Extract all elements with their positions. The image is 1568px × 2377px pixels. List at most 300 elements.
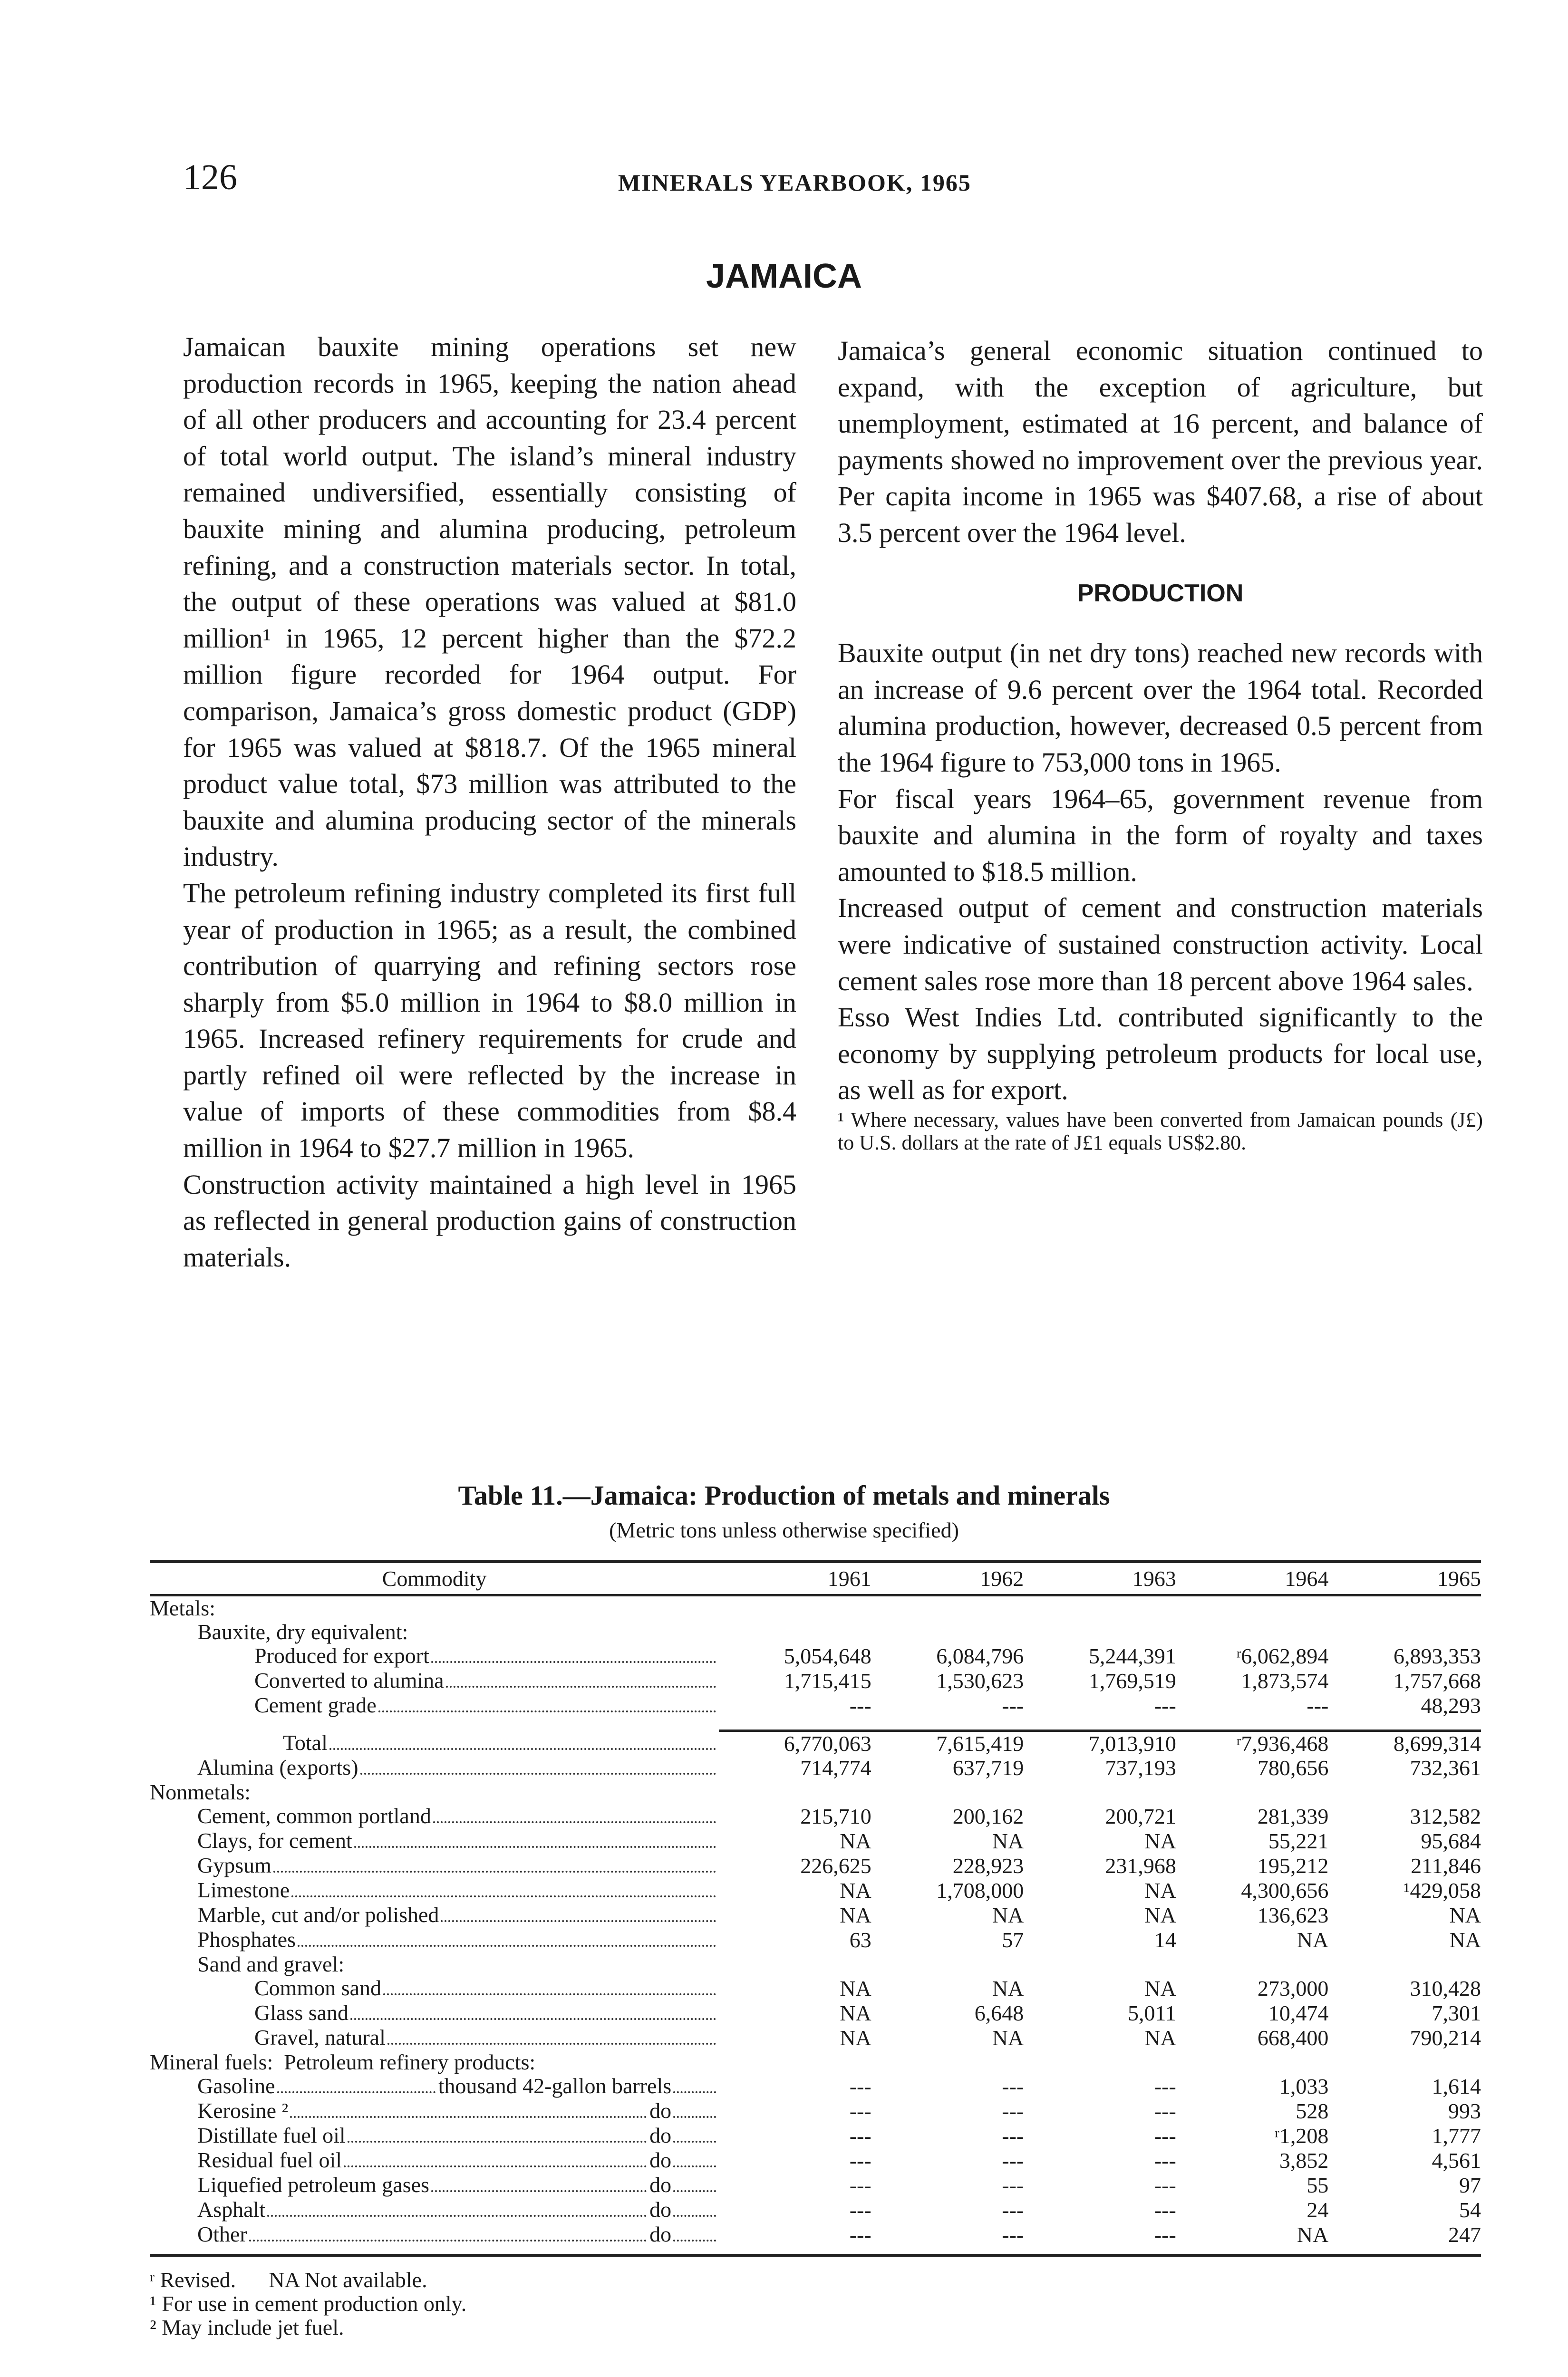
value-cell: 215,710 — [800, 1804, 871, 1828]
dot-leader — [673, 2091, 716, 2093]
footnote: ¹ Where necessary, values have been converted from Jamaican pounds (J£) to U.S. dollars at the rate of J£1 equals US$2.80. — [838, 1108, 1483, 1154]
commodity-name: Asphalt — [197, 2197, 266, 2222]
value-cell — [871, 1620, 1024, 1644]
column-header-year: 1962 — [871, 1562, 1024, 1595]
value-cell — [871, 2050, 1024, 2074]
page-number: 126 — [183, 157, 237, 197]
value-cell — [1176, 1952, 1329, 1976]
value-cell: 24 — [1307, 2198, 1329, 2222]
commodity-name: Produced for export — [254, 1643, 429, 1668]
row-label-cell — [150, 2026, 719, 2050]
dot-leader — [446, 1686, 716, 1688]
dot-leader — [431, 2190, 647, 2192]
dot-leader — [673, 2116, 716, 2118]
value-cell: 6,770,063 — [719, 1731, 871, 1756]
value-cell: NA — [992, 1903, 1024, 1927]
value-cell: NA — [840, 2026, 871, 2050]
value-cell: --- — [849, 2222, 871, 2247]
value-cell: --- — [849, 2148, 871, 2173]
commodity-name: Clays, for cement — [197, 1828, 352, 1853]
dot-leader — [249, 2240, 647, 2242]
paragraph: Construction activity maintained a high level in 1965 as reflected in general production gains of construction materials. — [183, 1169, 796, 1273]
row-label — [150, 1620, 719, 1644]
value-cell: 528 — [1296, 2099, 1329, 2123]
commodity-name: Gravel, natural — [254, 2025, 386, 2049]
table-row — [150, 1693, 1481, 1718]
value-cell: NA — [1297, 1928, 1329, 1952]
value-cell — [1176, 2050, 1329, 2074]
row-label-cell — [150, 1878, 719, 1903]
value-cell: NA — [1144, 1829, 1176, 1853]
value-cell: --- — [1154, 2198, 1176, 2222]
paragraph: The petroleum refining industry completed its first full year of production in 1965; as a result, the combined contribution of quarrying and refining sectors rose sharply from $5.0 million in 1964 to $8.0 million in 1965. Increased refinery requirements for crude and partly refined oil were reflected by the increase in value of imports of these commodities from $8.4 million in 1964 to $27.7 million in 1965. — [183, 877, 796, 1164]
dot-leader — [387, 2043, 716, 2045]
commodity-name: Converted to alumina — [254, 1668, 444, 1692]
table-row — [150, 1804, 1481, 1829]
row-label-cell — [150, 2099, 719, 2124]
commodity-name: Cement, common portland — [197, 1804, 431, 1828]
value-cell: NA — [1449, 1903, 1481, 1927]
value-cell: 6,648 — [974, 2001, 1024, 2025]
value-cell: NA — [840, 1976, 871, 2000]
table-note: ¹ For use in cement production only. — [150, 2291, 467, 2316]
table-row — [150, 1780, 1481, 1804]
dot-leader — [431, 1661, 716, 1663]
table-row — [150, 1903, 1481, 1928]
row-label-cell — [150, 2198, 719, 2222]
row-label — [150, 1644, 719, 1669]
value-cell: ʳ1,208 — [1274, 2124, 1329, 2148]
row-label — [150, 2222, 719, 2247]
value-cell: --- — [1154, 2124, 1176, 2148]
value-cell: 4,561 — [1432, 2148, 1481, 2173]
value-cell: 226,625 — [800, 1854, 871, 1878]
value-cell — [719, 2050, 871, 2074]
column-header-year: 1964 — [1176, 1562, 1329, 1595]
dot-leader — [273, 1871, 716, 1873]
row-label — [150, 1928, 719, 1952]
row-label — [150, 1596, 719, 1620]
unit-label: do — [649, 2222, 672, 2246]
value-cell: 668,400 — [1257, 2026, 1329, 2050]
value-cell — [1176, 1595, 1329, 1621]
table-row — [150, 1644, 1481, 1669]
value-cell: --- — [1154, 2148, 1176, 2173]
value-cell: 1,769,519 — [1088, 1669, 1176, 1693]
dot-leader — [329, 1748, 716, 1750]
value-cell: --- — [849, 2074, 871, 2098]
value-cell: NA — [992, 2026, 1024, 2050]
value-cell — [1328, 1595, 1481, 1621]
commodity-name: Gasoline — [197, 2074, 275, 2098]
row-label — [150, 2198, 719, 2222]
table-row — [150, 2173, 1481, 2198]
dot-leader — [267, 2215, 647, 2217]
value-cell: 1,530,623 — [936, 1669, 1024, 1693]
value-cell: --- — [1002, 2124, 1024, 2148]
value-cell — [871, 1595, 1024, 1621]
table-row — [150, 1669, 1481, 1693]
paragraph: Jamaica’s general economic situation continued to expand, with the exception of agriculture, but unemployment, estimated at 16 percent, and balance of payments showed no improvement over the previous year. Per capita income in 1965 was $407.68, a rise of about 3.5 percent over the 1964 level. — [838, 335, 1483, 548]
commodity-name: Mineral fuels: Petroleum refinery products: — [150, 2050, 536, 2074]
paragraph: Bauxite output (in net dry tons) reached new records with an increase of 9.6 percent over the 1964 total. Recorded alumina production, however, decreased 0.5 percent from the 1964 figure to 753,000 tons in 1965. — [838, 638, 1483, 778]
row-label — [150, 1731, 719, 1756]
row-label — [150, 2099, 719, 2124]
value-cell: 63 — [849, 1928, 871, 1952]
running-head: MINERALS YEARBOOK, 1965 — [618, 169, 971, 196]
paragraph: Increased output of cement and construction materials were indicative of sustained construction activity. Local cement sales rose more than 18 percent above 1964 sales. — [838, 892, 1483, 996]
value-cell: 780,656 — [1257, 1756, 1329, 1780]
table-row — [150, 2124, 1481, 2148]
unit-label: do — [649, 2173, 672, 2197]
value-cell — [1328, 2050, 1481, 2074]
row-label-cell — [150, 2001, 719, 2026]
page-title: JAMAICA — [706, 257, 862, 295]
value-cell: 10,474 — [1268, 2001, 1329, 2025]
value-cell: 7,013,910 — [1024, 1731, 1176, 1756]
row-label-cell — [150, 2050, 719, 2074]
right-column — [838, 333, 1483, 1154]
row-label — [150, 1878, 719, 1903]
value-cell: 732,361 — [1410, 1756, 1481, 1780]
table-subtitle: (Metric tons unless otherwise specified) — [609, 1518, 959, 1542]
row-label-cell — [150, 2148, 719, 2173]
commodity-name: Other — [197, 2222, 247, 2246]
value-cell: 5,054,648 — [784, 1644, 871, 1668]
paragraph: For fiscal years 1964–65, government revenue from bauxite and alumina in the form of royalty and taxes amounted to $18.5 million. — [838, 783, 1483, 887]
table-row — [150, 1928, 1481, 1952]
section-heading: PRODUCTION — [1077, 579, 1244, 607]
value-cell: --- — [849, 2124, 871, 2148]
dot-leader — [378, 1710, 716, 1712]
commodity-name: Sand and gravel: — [197, 1952, 345, 1976]
table-row — [150, 1976, 1481, 2001]
table-row — [150, 1878, 1481, 1903]
commodity-name: Marble, cut and/or polished — [197, 1903, 439, 1927]
value-cell: NA — [1449, 1928, 1481, 1952]
value-cell — [1024, 1595, 1176, 1621]
value-cell: 211,846 — [1411, 1854, 1481, 1878]
value-cell: 55 — [1307, 2173, 1329, 2197]
value-cell: --- — [1154, 1693, 1176, 1718]
value-cell — [1024, 2050, 1176, 2074]
value-cell: --- — [1154, 2099, 1176, 2123]
value-cell: 97 — [1459, 2173, 1481, 2197]
row-label-cell — [150, 1644, 719, 1669]
row-label — [150, 1780, 719, 1804]
value-cell: --- — [849, 2099, 871, 2123]
value-cell: 200,721 — [1105, 1804, 1176, 1828]
value-cell: --- — [1154, 2222, 1176, 2247]
table-row — [150, 1731, 1481, 1756]
value-cell — [1024, 1620, 1176, 1644]
row-label-cell — [150, 1903, 719, 1928]
dot-leader — [673, 2215, 716, 2217]
commodity-name: Alumina (exports) — [197, 1755, 358, 1779]
row-label-cell — [150, 2222, 719, 2247]
paragraph: Esso West Indies Ltd. contributed significantly to the economy by supplying petroleum products for local use, as well as for export. — [838, 1002, 1483, 1106]
table-row — [150, 2074, 1481, 2099]
dot-leader — [383, 1993, 716, 1995]
value-cell: --- — [1002, 2198, 1024, 2222]
value-cell: 312,582 — [1410, 1804, 1481, 1828]
table-header-row — [150, 1562, 1481, 1595]
value-cell: 1,873,574 — [1241, 1669, 1329, 1693]
row-label — [150, 2148, 719, 2173]
value-cell: --- — [1002, 2074, 1024, 2098]
value-cell — [1328, 1952, 1481, 1976]
value-cell — [1328, 1780, 1481, 1804]
value-cell: --- — [1154, 2173, 1176, 2197]
value-cell: --- — [1002, 2222, 1024, 2247]
value-cell — [1328, 1620, 1481, 1644]
row-label-cell — [150, 1804, 719, 1829]
commodity-name: Limestone — [197, 1878, 290, 1902]
value-cell: NA — [840, 1878, 871, 1903]
value-cell: NA — [1144, 1903, 1176, 1927]
commodity-name: Glass sand — [254, 2000, 349, 2025]
table-row — [150, 2050, 1481, 2074]
value-cell: 231,968 — [1105, 1854, 1176, 1878]
table-note: ʳ Revised. NA Not available. — [150, 2268, 427, 2292]
value-cell: 1,757,668 — [1394, 1669, 1481, 1693]
row-label-cell — [150, 1731, 719, 1756]
row-label — [150, 1804, 719, 1829]
unit-label: do — [649, 2123, 672, 2147]
dot-leader — [291, 1895, 716, 1897]
row-label-cell — [150, 2124, 719, 2148]
table-bottom-rule — [150, 2247, 1481, 2255]
row-label-cell — [150, 1928, 719, 1952]
row-label — [150, 2074, 719, 2099]
row-label-cell — [150, 1976, 719, 2001]
value-cell: 737,193 — [1105, 1756, 1176, 1780]
paragraph: Jamaican bauxite mining operations set new production records in 1965, keeping the nation ahead of all other producers and accounting for 23.4 percent of total world output. The island’s mineral industry remained undiversified, essentially consisting of bauxite mining and alumina producing, petroleum refining, and a construction materials sector. In total, the output of these operations was valued at $81.0 million¹ in 1965, 12 percent higher than the $72.2 million figure recorded for 1964 output. For comparison, Jamaica’s gross domestic product (GDP) for 1965 was valued at $818.7. Of the 1965 mineral product value total, $73 million was attributed to the bauxite and alumina producing sector of the minerals industry. — [183, 331, 796, 872]
dot-leader — [277, 2091, 436, 2093]
row-label — [150, 2124, 719, 2148]
value-cell: --- — [849, 2173, 871, 2197]
value-cell: ¹429,058 — [1403, 1878, 1481, 1903]
commodity-name: Residual fuel oil — [197, 2148, 342, 2172]
value-cell: 1,715,415 — [784, 1669, 871, 1693]
value-cell: 136,623 — [1257, 1903, 1329, 1927]
table-note: ² May include jet fuel. — [150, 2315, 344, 2339]
table-row — [150, 2222, 1481, 2247]
dot-leader — [350, 2018, 716, 2020]
value-cell: 5,244,391 — [1088, 1644, 1176, 1668]
commodity-name: Common sand — [254, 1976, 382, 2000]
unit-label: do — [649, 2098, 672, 2123]
table-row — [150, 1829, 1481, 1854]
value-cell — [1176, 1620, 1329, 1644]
value-cell — [871, 1952, 1024, 1976]
value-cell: NA — [1297, 2222, 1329, 2247]
table-notes — [150, 2268, 1481, 2339]
value-cell: 281,339 — [1257, 1804, 1329, 1828]
value-cell: 7,301 — [1432, 2001, 1481, 2025]
dot-leader — [344, 2165, 647, 2167]
table-row — [150, 1756, 1481, 1780]
value-cell: 3,852 — [1279, 2148, 1329, 2173]
value-cell — [871, 1780, 1024, 1804]
commodity-name: Liquefied petroleum gases — [197, 2173, 429, 2197]
dot-leader — [298, 1945, 716, 1947]
commodity-name: Bauxite, dry equivalent: — [197, 1620, 408, 1644]
value-cell: 57 — [1002, 1928, 1024, 1952]
row-label-cell — [150, 2173, 719, 2198]
value-cell: 4,300,656 — [1241, 1878, 1329, 1903]
row-label-cell — [150, 1780, 719, 1804]
value-cell: 790,214 — [1410, 2026, 1481, 2050]
value-cell — [1024, 1952, 1176, 1976]
row-label — [150, 1976, 719, 2001]
value-cell: NA — [840, 1829, 871, 1853]
row-label — [150, 1693, 719, 1718]
dot-leader — [348, 2141, 647, 2143]
commodity-name: Distillate fuel oil — [197, 2123, 346, 2147]
dot-leader — [360, 1773, 716, 1775]
row-label-cell — [150, 1693, 719, 1718]
value-cell: 7,615,419 — [871, 1731, 1024, 1756]
value-cell: --- — [849, 2198, 871, 2222]
value-cell: 310,428 — [1410, 1976, 1481, 2000]
value-cell: NA — [1144, 1878, 1176, 1903]
value-cell — [719, 1780, 871, 1804]
row-label — [150, 1829, 719, 1854]
value-cell: 1,614 — [1432, 2074, 1481, 2098]
value-cell — [719, 1620, 871, 1644]
value-cell: 95,684 — [1421, 1829, 1481, 1853]
commodity-name: Kerosine ² — [197, 2098, 289, 2123]
value-cell: --- — [1002, 2173, 1024, 2197]
value-cell: NA — [992, 1829, 1024, 1853]
value-cell: NA — [1144, 2026, 1176, 2050]
value-cell: --- — [1002, 1693, 1024, 1718]
production-table — [150, 1560, 1481, 2339]
value-cell: 6,084,796 — [936, 1644, 1024, 1668]
value-cell — [1024, 1780, 1176, 1804]
row-label — [150, 2026, 719, 2050]
unit-label: do — [649, 2148, 672, 2172]
value-cell: ʳ7,936,468 — [1176, 1731, 1329, 1756]
value-cell: --- — [1002, 2099, 1024, 2123]
dot-leader — [673, 2141, 716, 2143]
table-row — [150, 1854, 1481, 1878]
value-cell: --- — [1307, 1693, 1329, 1718]
table-row — [150, 2198, 1481, 2222]
dot-leader — [673, 2190, 716, 2192]
value-cell: 5,011 — [1128, 2001, 1176, 2025]
row-label — [150, 2173, 719, 2198]
row-label-cell — [150, 1829, 719, 1854]
value-cell: 55,221 — [1268, 1829, 1329, 1853]
table-row — [150, 2001, 1481, 2026]
dot-leader — [354, 1846, 716, 1848]
row-label-cell — [150, 1756, 719, 1780]
value-cell: 48,293 — [1421, 1693, 1481, 1718]
value-cell: --- — [849, 1693, 871, 1718]
table-row — [150, 2099, 1481, 2124]
value-cell: NA — [1144, 1976, 1176, 2000]
value-cell: --- — [1002, 2148, 1024, 2173]
row-label-cell — [150, 1952, 719, 1976]
value-cell: 6,893,353 — [1394, 1644, 1481, 1668]
value-cell: 247 — [1448, 2222, 1481, 2247]
commodity-name: Gypsum — [197, 1853, 271, 1877]
value-cell — [1176, 1780, 1329, 1804]
unit-label: thousand 42-gallon barrels — [438, 2074, 672, 2098]
dot-leader — [673, 2240, 716, 2242]
table-row — [150, 2148, 1481, 2173]
row-label-cell — [150, 2074, 719, 2099]
row-label — [150, 1854, 719, 1878]
value-cell: 1,708,000 — [936, 1878, 1024, 1903]
value-cell: ʳ6,062,894 — [1236, 1644, 1329, 1668]
table-row — [150, 2026, 1481, 2050]
column-header-year: 1965 — [1328, 1562, 1481, 1595]
value-cell: 637,719 — [952, 1756, 1024, 1780]
commodity-name: Cement grade — [254, 1693, 377, 1717]
spacer-row — [150, 1718, 1481, 1731]
dot-leader — [290, 2116, 647, 2118]
dot-leader — [673, 2165, 716, 2167]
commodity-name: Phosphates — [197, 1927, 296, 1952]
value-cell: 228,923 — [952, 1854, 1024, 1878]
value-cell: NA — [840, 2001, 871, 2025]
row-label — [150, 2001, 719, 2026]
value-cell: 8,699,314 — [1328, 1731, 1481, 1756]
value-cell: --- — [1154, 2074, 1176, 2098]
value-cell: NA — [840, 1903, 871, 1927]
value-cell: 1,777 — [1432, 2124, 1481, 2148]
row-label — [150, 1669, 719, 1693]
commodity-name: Total — [283, 1730, 328, 1755]
table-row — [150, 1952, 1481, 1976]
dot-leader — [441, 1920, 716, 1922]
row-label-cell — [150, 1669, 719, 1693]
table-row — [150, 1595, 1481, 1621]
row-label-cell — [150, 1620, 719, 1644]
value-cell: 273,000 — [1257, 1976, 1329, 2000]
column-header-commodity: Commodity — [150, 1562, 719, 1595]
column-header-year: 1961 — [719, 1562, 871, 1595]
value-cell: 1,033 — [1279, 2074, 1329, 2098]
unit-label: do — [649, 2197, 672, 2222]
value-cell — [719, 1595, 871, 1621]
value-cell: 14 — [1154, 1928, 1176, 1952]
value-cell: 993 — [1448, 2099, 1481, 2123]
value-cell: NA — [992, 1976, 1024, 2000]
row-label — [150, 2050, 719, 2074]
left-column — [183, 329, 796, 1275]
commodity-name: Nonmetals: — [150, 1780, 251, 1804]
row-label-cell — [150, 1854, 719, 1878]
dot-leader — [433, 1821, 716, 1823]
row-label-cell — [150, 1595, 719, 1621]
value-cell: 200,162 — [952, 1804, 1024, 1828]
row-label — [150, 1903, 719, 1928]
row-label — [150, 1952, 719, 1976]
value-cell — [719, 1952, 871, 1976]
column-header-year: 1963 — [1024, 1562, 1176, 1595]
value-cell: 714,774 — [800, 1756, 871, 1780]
table-title: Table 11.—Jamaica: Production of metals and minerals — [458, 1480, 1110, 1511]
value-cell: 54 — [1459, 2198, 1481, 2222]
commodity-name: Metals: — [150, 1596, 215, 1620]
table-row — [150, 1620, 1481, 1644]
row-label — [150, 1756, 719, 1780]
value-cell: 195,212 — [1257, 1854, 1329, 1878]
